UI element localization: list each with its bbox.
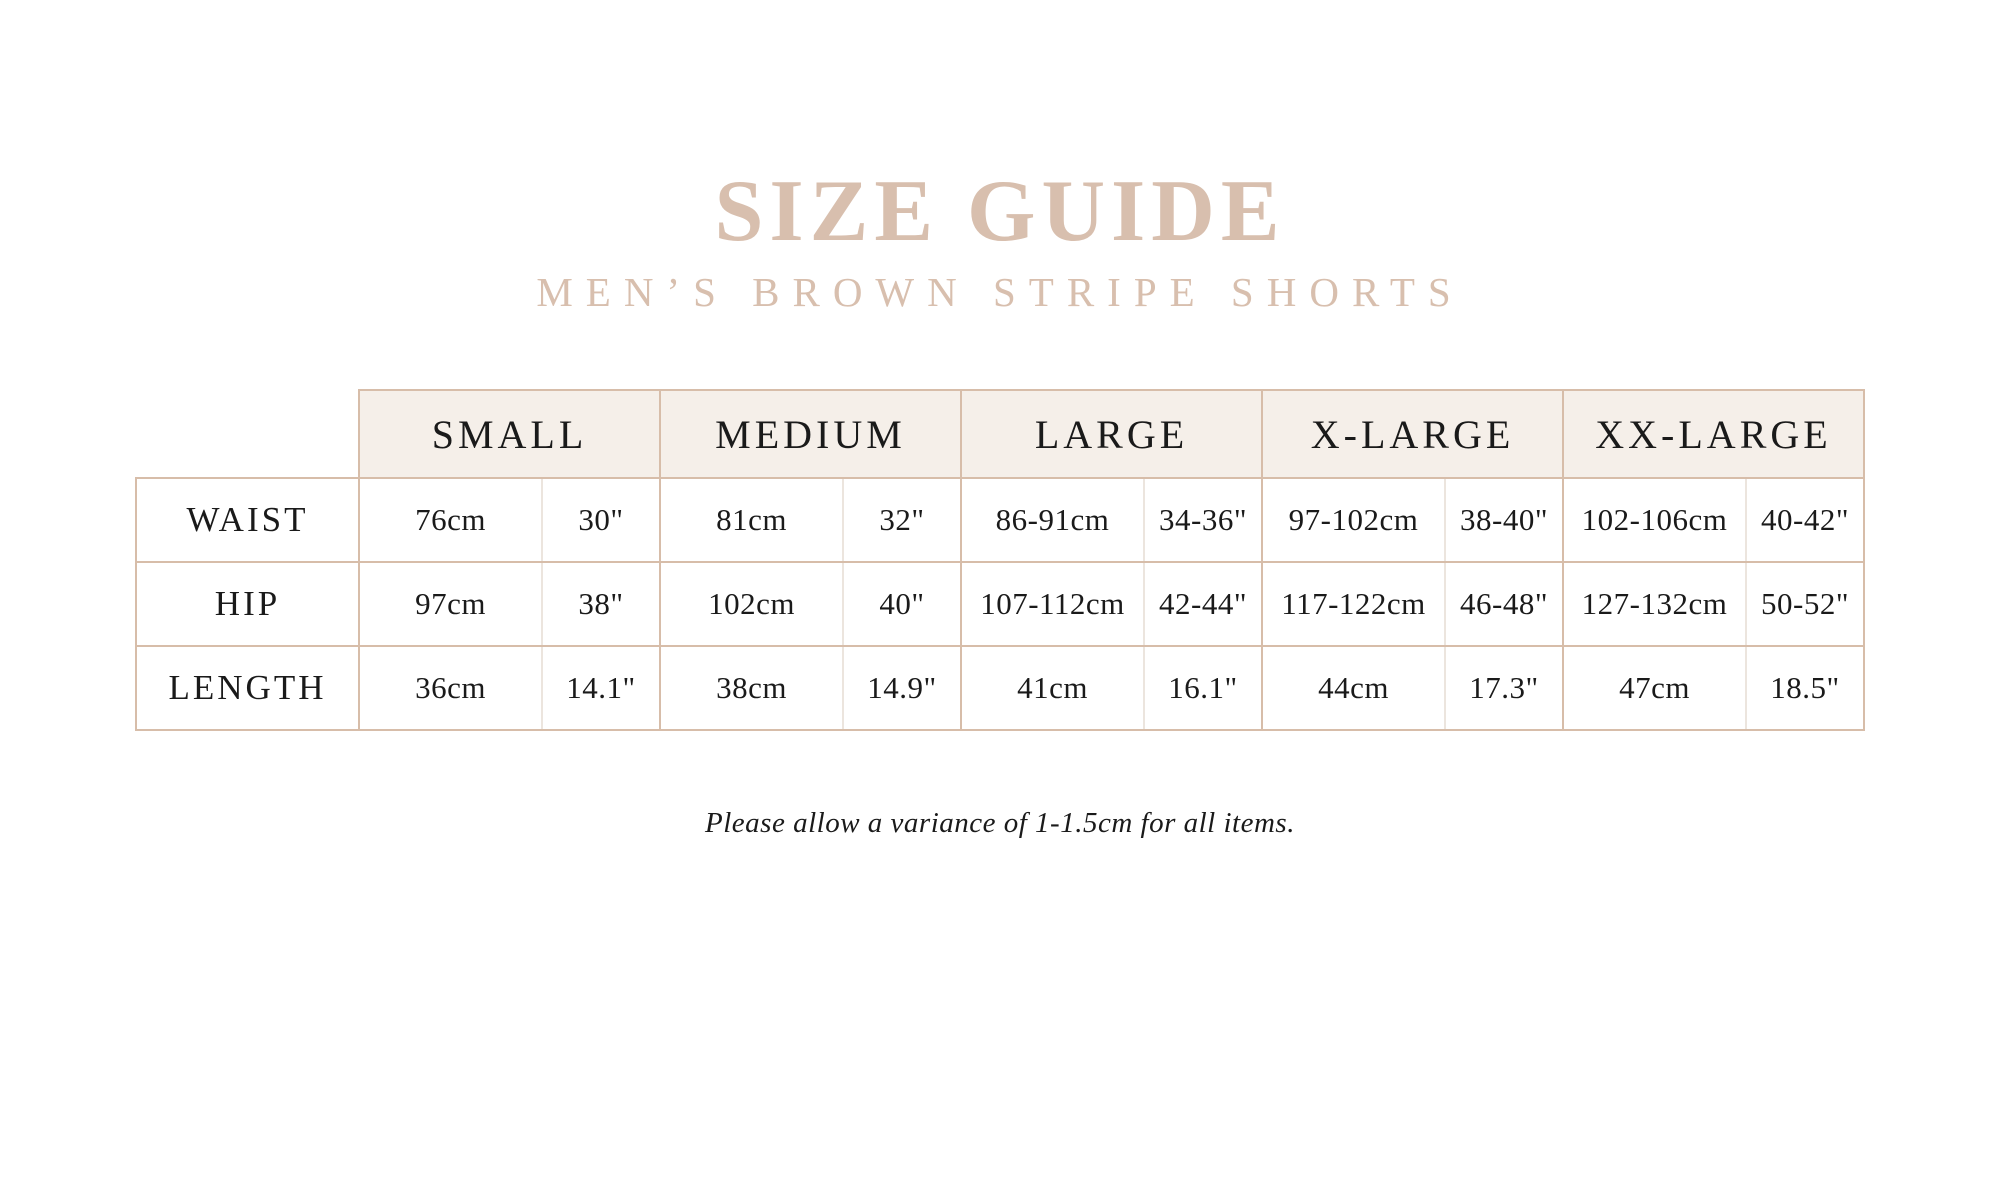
cell-waist-xx-large-in: 40-42" [1746, 478, 1864, 562]
cell-hip-small-in: 38" [542, 562, 660, 646]
cell-length-small-in: 14.1" [542, 646, 660, 730]
product-subtitle: MEN’S BROWN STRIPE SHORTS [536, 269, 1464, 315]
cell-hip-large-in: 42-44" [1144, 562, 1262, 646]
cell-waist-large-cm: 86-91cm [961, 478, 1144, 562]
cell-length-x-large-in: 17.3" [1445, 646, 1563, 730]
cell-waist-x-large-in: 38-40" [1445, 478, 1563, 562]
cell-waist-large-in: 34-36" [1144, 478, 1262, 562]
cell-hip-small-cm: 97cm [359, 562, 542, 646]
size-header-medium: MEDIUM [660, 390, 961, 478]
cell-hip-medium-cm: 102cm [660, 562, 843, 646]
cell-length-medium-in: 14.9" [843, 646, 961, 730]
cell-length-xx-large-in: 18.5" [1746, 646, 1864, 730]
table-header-row [136, 390, 1864, 478]
variance-note: Please allow a variance of 1-1.5cm for all items. [705, 807, 1295, 839]
row-label-length: LENGTH [136, 646, 359, 730]
cell-waist-medium-cm: 81cm [660, 478, 843, 562]
cell-waist-small-in: 30" [542, 478, 660, 562]
cell-length-large-in: 16.1" [1144, 646, 1262, 730]
cell-waist-small-cm: 76cm [359, 478, 542, 562]
blank-corner-cell [136, 390, 359, 478]
cell-length-medium-cm: 38cm [660, 646, 843, 730]
size-header-x-large: X-LARGE [1262, 390, 1563, 478]
cell-length-xx-large-cm: 47cm [1563, 646, 1746, 730]
cell-hip-x-large-cm: 117-122cm [1262, 562, 1445, 646]
row-label-waist: WAIST [136, 478, 359, 562]
cell-waist-x-large-cm: 97-102cm [1262, 478, 1445, 562]
cell-length-small-cm: 36cm [359, 646, 542, 730]
size-header-small: SMALL [359, 390, 660, 478]
size-guide-table [135, 389, 1865, 731]
size-header-large: LARGE [961, 390, 1262, 478]
cell-hip-large-cm: 107-112cm [961, 562, 1144, 646]
cell-length-x-large-cm: 44cm [1262, 646, 1445, 730]
table-row-length [136, 646, 1864, 730]
cell-length-large-cm: 41cm [961, 646, 1144, 730]
cell-hip-xx-large-cm: 127-132cm [1563, 562, 1746, 646]
row-label-hip: HIP [136, 562, 359, 646]
cell-waist-xx-large-cm: 102-106cm [1563, 478, 1746, 562]
cell-waist-medium-in: 32" [843, 478, 961, 562]
table-row-hip [136, 562, 1864, 646]
cell-hip-xx-large-in: 50-52" [1746, 562, 1864, 646]
cell-hip-medium-in: 40" [843, 562, 961, 646]
page-title: SIZE GUIDE [714, 163, 1286, 260]
cell-hip-x-large-in: 46-48" [1445, 562, 1563, 646]
size-header-xx-large: XX-LARGE [1563, 390, 1864, 478]
table-row-waist [136, 478, 1864, 562]
